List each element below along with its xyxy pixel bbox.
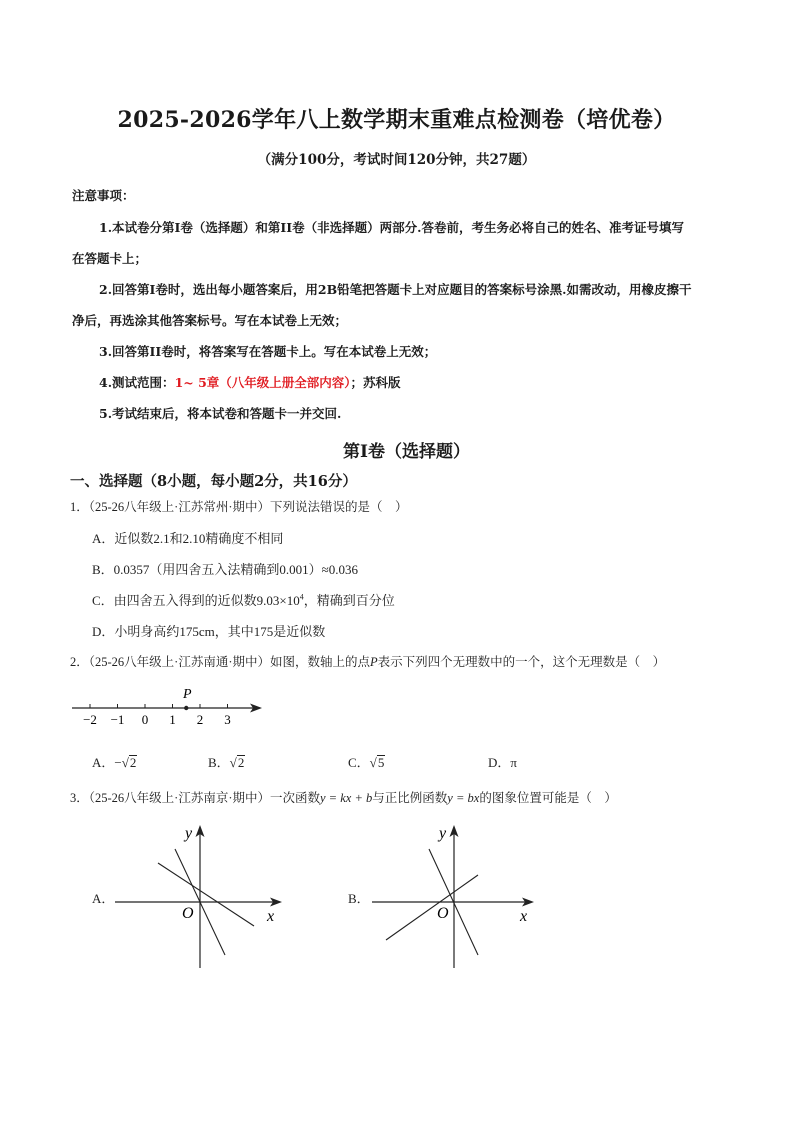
note-1-line2: 在答题卡上； bbox=[72, 251, 148, 266]
graph-b bbox=[365, 818, 545, 978]
option-label: C． bbox=[348, 755, 370, 770]
option-label: B． bbox=[208, 755, 230, 770]
number-line-figure bbox=[68, 680, 268, 730]
equation-proportional: y = bx bbox=[447, 791, 480, 805]
y-axis-label: y bbox=[185, 825, 193, 842]
option-label: A． bbox=[92, 755, 115, 770]
option-label: B． bbox=[92, 562, 114, 577]
x-axis-label: x bbox=[267, 908, 275, 925]
note-3: 3.回答第II卷时，将答案写在答题卡上。写在本试卷上无效； bbox=[99, 344, 437, 359]
number-line-tick-label: −1 bbox=[110, 712, 125, 727]
note-1-line1: 1.本试卷分第I卷（选择题）和第II卷（非选择题）两部分.答卷前，考生务必将自己的姓名、准考证号填写 bbox=[99, 220, 684, 235]
question-2-option-b bbox=[208, 752, 245, 771]
question-1-stem: 1．（25-26八年级上·江苏常州·期中）下列说法错误的是（ ） bbox=[70, 500, 408, 514]
exponent: 4 bbox=[299, 592, 304, 602]
note-5: 5.考试结束后，将本试卷和答题卡一并交回. bbox=[99, 406, 342, 421]
option-text: 小明身高约175cm，其中175是近似数 bbox=[114, 624, 326, 639]
question-1-option-b bbox=[92, 559, 358, 578]
question-2-option-c bbox=[348, 752, 385, 771]
number-line-tick-label: 2 bbox=[196, 712, 204, 727]
note-2-line2: 净后，再选涂其他答案标号。写在本试卷上无效； bbox=[72, 313, 348, 328]
stem-text-mid: 与正比例函数 bbox=[372, 791, 448, 805]
note-2-line1: 2.回答第I卷时，选出每小题答案后，用2B铅笔把答题卡上对应题目的答案标号涂黑.如需改动，用橡皮擦干 bbox=[99, 282, 692, 297]
point-p-label: P bbox=[182, 687, 192, 702]
question-1-option-a bbox=[92, 528, 283, 547]
radicand: 2 bbox=[237, 755, 245, 770]
number-line-tick-label: −2 bbox=[83, 712, 97, 727]
section-title: 第I卷（选择题） bbox=[343, 442, 470, 462]
option-text: 0.0357（用四舍五入法精确到0.001）≈0.036 bbox=[113, 562, 359, 577]
stem-text-end: 的图象位置可能是（ ） bbox=[479, 791, 617, 805]
number-line-tick-label: 0 bbox=[141, 712, 149, 727]
x-axis-label: x bbox=[520, 908, 528, 925]
sqrt-icon: √ bbox=[369, 755, 377, 770]
pi-symbol: π bbox=[510, 755, 517, 770]
exam-title: 2025-2026学年八上数学期末重难点检测卷（培优卷） bbox=[117, 107, 676, 133]
minus-sign: − bbox=[114, 755, 122, 770]
option-label: A． bbox=[92, 531, 115, 546]
graph-a-label: A． bbox=[92, 891, 115, 906]
equation-linear: y = kx + b bbox=[320, 791, 373, 805]
option-text-end: ，精确到百分位 bbox=[303, 593, 395, 608]
stem-variable: P bbox=[370, 655, 378, 669]
number-line-tick-label: 3 bbox=[224, 712, 231, 727]
question-2-option-d bbox=[488, 752, 517, 771]
option-text: 近似数2.1和2.10精确度不相同 bbox=[114, 531, 284, 546]
question-2-stem bbox=[70, 652, 665, 670]
y-axis-label: y bbox=[439, 825, 447, 842]
point-p bbox=[184, 706, 188, 710]
notes-heading: 注意事项： bbox=[72, 188, 135, 203]
graph-b-label: B． bbox=[348, 891, 370, 906]
question-3-stem bbox=[70, 788, 617, 806]
sqrt-icon: √ bbox=[121, 755, 129, 770]
note-4 bbox=[99, 373, 401, 391]
origin-label: O bbox=[437, 905, 449, 922]
note-4-prefix: 4.测试范围： bbox=[99, 375, 175, 390]
number-line-tick-label: 1 bbox=[169, 712, 176, 727]
part-heading: 一、选择题（8小题，每小题2分，共16分） bbox=[70, 473, 357, 490]
question-1-option-d bbox=[92, 621, 325, 640]
line-linear bbox=[158, 863, 254, 926]
option-label: D． bbox=[488, 755, 511, 770]
graph-a bbox=[110, 818, 290, 978]
sqrt-icon: √ bbox=[229, 755, 237, 770]
origin-label: O bbox=[182, 905, 194, 922]
radicand: 5 bbox=[377, 755, 385, 770]
note-4-suffix: ；苏科版 bbox=[350, 375, 401, 390]
exam-subtitle: （满分100分，考试时间120分钟，共27题） bbox=[257, 152, 536, 168]
radicand: 2 bbox=[129, 755, 137, 770]
option-text: 由四舍五入得到的近似数9.03×10 bbox=[113, 593, 300, 608]
option-label: C． bbox=[92, 593, 114, 608]
line-linear bbox=[386, 875, 478, 940]
question-1-option-c bbox=[92, 590, 395, 609]
option-label: D． bbox=[92, 624, 115, 639]
question-2-option-a bbox=[92, 752, 137, 771]
stem-text: 2．（25-26八年级上·江苏南通·期中）如图，数轴上的点 bbox=[70, 655, 370, 669]
stem-text: 3．（25-26八年级上·江苏南京·期中）一次函数 bbox=[70, 791, 320, 805]
note-4-highlight: 1~ 5章（八年级上册全部内容） bbox=[174, 375, 351, 390]
stem-text-end: 表示下列四个无理数中的一个，这个无理数是（ ） bbox=[377, 655, 666, 669]
